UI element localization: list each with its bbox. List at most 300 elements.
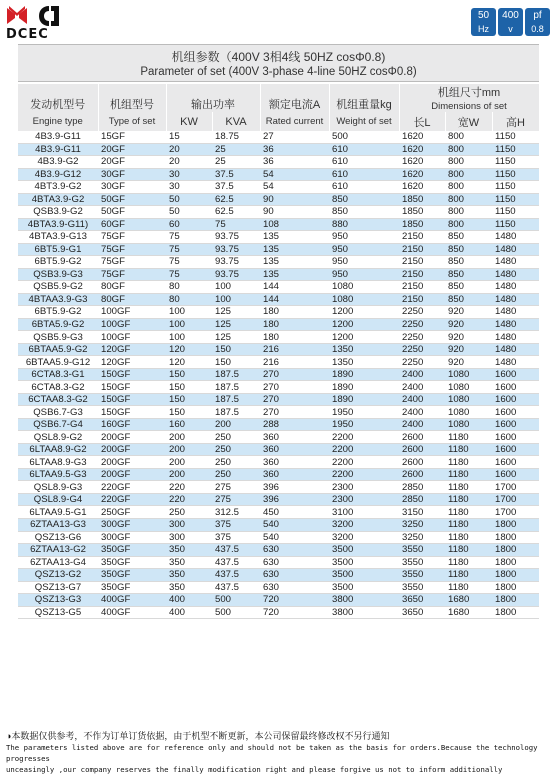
table-cell: 100GF — [98, 306, 166, 319]
table-cell: 800 — [445, 193, 492, 206]
table-cell: 1180 — [445, 468, 492, 481]
table-cell: 1890 — [329, 381, 399, 394]
table-cell: 4BT3.9-G2 — [18, 181, 98, 194]
table-row — [18, 381, 539, 394]
table-cell: 100 — [166, 331, 212, 344]
table-cell: 950 — [329, 268, 399, 281]
table-cell: 288 — [260, 418, 329, 431]
table-cell: 1150 — [492, 168, 539, 181]
table-cell: 950 — [329, 231, 399, 244]
title-cn: 机组参数（400V 3相4线 50HZ cosΦ0.8) — [171, 50, 386, 64]
table-cell: 187.5 — [212, 381, 260, 394]
table-cell: 1800 — [492, 606, 539, 619]
table-cell: 200 — [166, 443, 212, 456]
table-cell: 540 — [260, 531, 329, 544]
table-cell: 610 — [329, 156, 399, 169]
table-cell: 1680 — [445, 606, 492, 619]
table-row — [18, 569, 539, 582]
header-current-en: Rated current — [260, 112, 329, 131]
table-cell: 1180 — [445, 544, 492, 557]
table-cell: 1180 — [445, 569, 492, 582]
table-cell: 850 — [445, 293, 492, 306]
table-cell: 15GF — [98, 131, 166, 143]
table-row — [18, 231, 539, 244]
table-cell: 300GF — [98, 531, 166, 544]
table-cell: 275 — [212, 493, 260, 506]
table-cell: 1600 — [492, 418, 539, 431]
table-cell: 108 — [260, 218, 329, 231]
table-cell: 1600 — [492, 456, 539, 469]
table-cell: 37.5 — [212, 181, 260, 194]
table-cell: 540 — [260, 518, 329, 531]
table-cell: 1850 — [399, 206, 445, 219]
table-cell: 3500 — [329, 569, 399, 582]
header-kw: KW — [166, 112, 212, 131]
header-power: 输出功率 — [166, 84, 260, 112]
brand-name: DCEC — [6, 27, 49, 42]
table-cell: 500 — [212, 594, 260, 607]
table-cell: 80 — [166, 293, 212, 306]
table-cell: 6LTAA8.9-G2 — [18, 443, 98, 456]
table-cell: 360 — [260, 443, 329, 456]
table-cell: 25 — [212, 143, 260, 156]
table-cell: 80 — [166, 281, 212, 294]
table-cell: 6ZTAA13-G2 — [18, 544, 98, 557]
table-cell: 2400 — [399, 393, 445, 406]
table-cell: 1600 — [492, 368, 539, 381]
table-cell: 100 — [212, 293, 260, 306]
table-row — [18, 468, 539, 481]
table-cell: 160GF — [98, 418, 166, 431]
table-cell: 3650 — [399, 606, 445, 619]
table-row — [18, 143, 539, 156]
table-cell: 200 — [166, 468, 212, 481]
table-cell: 75GF — [98, 231, 166, 244]
table-cell: 1620 — [399, 181, 445, 194]
table-cell: 270 — [260, 406, 329, 419]
table-cell: 150GF — [98, 406, 166, 419]
table-row — [18, 268, 539, 281]
table-cell: 100GF — [98, 318, 166, 331]
table-cell: 500 — [329, 131, 399, 143]
table-cell: 6BT5.9-G1 — [18, 243, 98, 256]
table-cell: 400 — [166, 606, 212, 619]
table-cell: 350GF — [98, 544, 166, 557]
table-cell: 75GF — [98, 256, 166, 269]
table-row — [18, 256, 539, 269]
table-cell: 220 — [166, 493, 212, 506]
table-cell: 125 — [212, 331, 260, 344]
footer-notes — [6, 729, 554, 775]
table-cell: 437.5 — [212, 569, 260, 582]
table-cell: 1620 — [399, 143, 445, 156]
table-cell: 135 — [260, 268, 329, 281]
table-cell: 75GF — [98, 243, 166, 256]
table-cell: 100 — [166, 318, 212, 331]
table-cell: 437.5 — [212, 581, 260, 594]
table-cell: 2200 — [329, 443, 399, 456]
table-cell: 1480 — [492, 293, 539, 306]
table-row — [18, 206, 539, 219]
table-cell: 200GF — [98, 431, 166, 444]
table-cell: 4B3.9-G11 — [18, 143, 98, 156]
table-cell: 1200 — [329, 306, 399, 319]
table-cell: 630 — [260, 544, 329, 557]
table-cell: 2150 — [399, 231, 445, 244]
table-cell: 3550 — [399, 569, 445, 582]
table-cell: 920 — [445, 331, 492, 344]
table-cell: 2600 — [399, 443, 445, 456]
table-cell: 2150 — [399, 281, 445, 294]
table-row — [18, 544, 539, 557]
table-cell: 350GF — [98, 569, 166, 582]
table-cell: 920 — [445, 356, 492, 369]
table-cell: 396 — [260, 493, 329, 506]
table-cell: 630 — [260, 581, 329, 594]
table-cell: 270 — [260, 381, 329, 394]
table-cell: 300 — [166, 518, 212, 531]
header-kva: KVA — [212, 112, 260, 131]
table-row — [18, 243, 539, 256]
table-cell: 1180 — [445, 531, 492, 544]
table-cell: 25 — [212, 156, 260, 169]
table-cell: 2200 — [329, 468, 399, 481]
table-cell: 2600 — [399, 456, 445, 469]
table-row — [18, 531, 539, 544]
table-cell: 350GF — [98, 556, 166, 569]
table-cell: 100 — [212, 281, 260, 294]
table-cell: 50 — [166, 193, 212, 206]
table-body — [18, 131, 539, 619]
table-cell: 20GF — [98, 143, 166, 156]
table-cell: 15 — [166, 131, 212, 143]
table-cell: 80GF — [98, 293, 166, 306]
table-cell: 150 — [166, 406, 212, 419]
table-cell: 2250 — [399, 331, 445, 344]
table-cell: 2600 — [399, 431, 445, 444]
table-row — [18, 431, 539, 444]
table-cell: 200GF — [98, 468, 166, 481]
table-cell: 800 — [445, 206, 492, 219]
frequency-badge: 50 Hz — [471, 8, 496, 36]
table-cell: 30GF — [98, 181, 166, 194]
table-cell: 125 — [212, 318, 260, 331]
table-cell: 1800 — [492, 531, 539, 544]
table-cell: 220GF — [98, 493, 166, 506]
table-cell: 1890 — [329, 368, 399, 381]
table-cell: 6LTAA8.9-G3 — [18, 456, 98, 469]
table-cell: 37.5 — [212, 168, 260, 181]
table-cell: 150GF — [98, 368, 166, 381]
table-cell: 4B3.9-G11 — [18, 131, 98, 143]
table-row — [18, 343, 539, 356]
table-cell: 93.75 — [212, 268, 260, 281]
table-cell: 135 — [260, 243, 329, 256]
table-cell: 2400 — [399, 406, 445, 419]
table-row — [18, 306, 539, 319]
table-cell: 1680 — [445, 594, 492, 607]
table-cell: 4B3.9-G2 — [18, 156, 98, 169]
table-row — [18, 168, 539, 181]
table-cell: 800 — [445, 168, 492, 181]
table-cell: 2250 — [399, 318, 445, 331]
table-cell: 6BTAA5.9-G2 — [18, 343, 98, 356]
table-cell: 920 — [445, 343, 492, 356]
table-cell: 1620 — [399, 131, 445, 143]
table-cell: 2850 — [399, 481, 445, 494]
table-cell: 75 — [166, 231, 212, 244]
table-cell: 1800 — [492, 518, 539, 531]
table-cell: 180 — [260, 318, 329, 331]
table-cell: 250 — [212, 468, 260, 481]
table-cell: 120GF — [98, 343, 166, 356]
header-set-en: Type of set — [98, 112, 166, 131]
table-cell: 220 — [166, 481, 212, 494]
table-cell: 1480 — [492, 256, 539, 269]
table-cell: 360 — [260, 456, 329, 469]
table-cell: 30GF — [98, 168, 166, 181]
table-cell: 3500 — [329, 581, 399, 594]
table-cell: 1480 — [492, 331, 539, 344]
table-cell: 950 — [329, 243, 399, 256]
table-cell: 4BTA3.9-G13 — [18, 231, 98, 244]
table-cell: 1620 — [399, 168, 445, 181]
table-cell: 1850 — [399, 218, 445, 231]
table-cell: 4B3.9-G12 — [18, 168, 98, 181]
table-cell: 275 — [212, 481, 260, 494]
table-cell: 1480 — [492, 356, 539, 369]
table-cell: 200 — [212, 418, 260, 431]
table-cell: 27 — [260, 131, 329, 143]
table-cell: QSZ13-G6 — [18, 531, 98, 544]
table-cell: 120 — [166, 356, 212, 369]
table-cell: 60 — [166, 218, 212, 231]
table-cell: 3500 — [329, 544, 399, 557]
table-cell: 180 — [260, 331, 329, 344]
table-cell: 6BT5.9-G2 — [18, 256, 98, 269]
table-cell: 500 — [212, 606, 260, 619]
table-row — [18, 181, 539, 194]
table-cell: 1150 — [492, 193, 539, 206]
table-cell: QSB5.9-G2 — [18, 281, 98, 294]
table-cell: 1480 — [492, 343, 539, 356]
table-cell: 1480 — [492, 306, 539, 319]
table-cell: 1080 — [329, 293, 399, 306]
table-cell: 630 — [260, 569, 329, 582]
table-cell: 135 — [260, 256, 329, 269]
table-cell: 1890 — [329, 393, 399, 406]
table-cell: 720 — [260, 606, 329, 619]
table-cell: 2150 — [399, 256, 445, 269]
table-cell: 120GF — [98, 356, 166, 369]
table-cell: 3800 — [329, 606, 399, 619]
table-cell: 1700 — [492, 493, 539, 506]
table-cell: 1150 — [492, 218, 539, 231]
table-row — [18, 368, 539, 381]
table-cell: 1180 — [445, 581, 492, 594]
table-cell: 3550 — [399, 556, 445, 569]
table-cell: 90 — [260, 206, 329, 219]
table-cell: QSL8.9-G4 — [18, 493, 98, 506]
table-cell: 1480 — [492, 318, 539, 331]
table-cell: 1080 — [445, 418, 492, 431]
table-cell: 6ZTAA13-G4 — [18, 556, 98, 569]
table-cell: 1480 — [492, 268, 539, 281]
table-cell: 400GF — [98, 606, 166, 619]
table-cell: 4BTAA3.9-G3 — [18, 293, 98, 306]
table-row — [18, 281, 539, 294]
table-cell: 36 — [260, 156, 329, 169]
table-cell: 30 — [166, 181, 212, 194]
table-row — [18, 581, 539, 594]
table-row — [18, 156, 539, 169]
parameter-table — [18, 84, 540, 619]
table-cell: 1850 — [399, 193, 445, 206]
table-cell: 125 — [212, 306, 260, 319]
table-cell: 400GF — [98, 594, 166, 607]
table-cell: 6BTA5.9-G2 — [18, 318, 98, 331]
table-cell: 3650 — [399, 594, 445, 607]
table-cell: 250GF — [98, 506, 166, 519]
table-cell: 437.5 — [212, 544, 260, 557]
table-cell: 720 — [260, 594, 329, 607]
header-weight: 机组重量kg — [329, 84, 399, 112]
table-cell: 250 — [166, 506, 212, 519]
table-cell: 2600 — [399, 468, 445, 481]
table-cell: 220GF — [98, 481, 166, 494]
table-row — [18, 443, 539, 456]
table-cell: 1180 — [445, 443, 492, 456]
table-cell: 1180 — [445, 493, 492, 506]
table-cell: 50GF — [98, 193, 166, 206]
table-cell: 360 — [260, 468, 329, 481]
table-cell: 6CTA8.3-G2 — [18, 381, 98, 394]
table-cell: 1350 — [329, 343, 399, 356]
table-row — [18, 493, 539, 506]
table-cell: 50GF — [98, 206, 166, 219]
table-cell: 2850 — [399, 493, 445, 506]
table-cell: 150GF — [98, 393, 166, 406]
table-cell: 3250 — [399, 531, 445, 544]
table-cell: QSL8.9-G2 — [18, 431, 98, 444]
table-cell: 800 — [445, 218, 492, 231]
table-cell: 180 — [260, 306, 329, 319]
table-cell: 3200 — [329, 531, 399, 544]
table-cell: 54 — [260, 181, 329, 194]
header-dimensions: 机组尺寸mm Dimensions of set — [399, 84, 539, 112]
table-cell: 1080 — [445, 393, 492, 406]
table-cell: QSB3.9-G2 — [18, 206, 98, 219]
table-row — [18, 193, 539, 206]
table-cell: QSB6.7-G3 — [18, 406, 98, 419]
table-cell: 150 — [212, 356, 260, 369]
table-cell: 6BTAA5.9-G12 — [18, 356, 98, 369]
table-cell: QSZ13-G3 — [18, 594, 98, 607]
table-cell: 75 — [212, 218, 260, 231]
table-row — [18, 418, 539, 431]
table-cell: 1950 — [329, 406, 399, 419]
table-cell: 18.75 — [212, 131, 260, 143]
table-cell: QSZ13-G5 — [18, 606, 98, 619]
table-cell: 1350 — [329, 356, 399, 369]
table-cell: QSZ13-G7 — [18, 581, 98, 594]
table-row — [18, 481, 539, 494]
table-cell: 880 — [329, 218, 399, 231]
table-cell: 1600 — [492, 431, 539, 444]
table-row — [18, 218, 539, 231]
table-cell: 3100 — [329, 506, 399, 519]
table-cell: 30 — [166, 168, 212, 181]
table-row — [18, 518, 539, 531]
table-cell: 2400 — [399, 418, 445, 431]
table-cell: 1150 — [492, 156, 539, 169]
table-cell: 2400 — [399, 368, 445, 381]
title-en: Parameter of set (400V 3-phase 4-line 50HZ cosΦ0.8) — [140, 66, 417, 78]
table-cell: 1180 — [445, 456, 492, 469]
table-cell: 75 — [166, 268, 212, 281]
table-cell: 90 — [260, 193, 329, 206]
header-length: 长L — [399, 112, 445, 131]
table-cell: 3200 — [329, 518, 399, 531]
table-cell: 1950 — [329, 418, 399, 431]
table-row — [18, 356, 539, 369]
table-cell: 2250 — [399, 356, 445, 369]
table-cell: 100 — [166, 306, 212, 319]
table-cell: 850 — [329, 193, 399, 206]
table-cell: 350 — [166, 544, 212, 557]
table-cell: 200 — [166, 456, 212, 469]
table-cell: 610 — [329, 143, 399, 156]
table-row — [18, 406, 539, 419]
footer-en-line1: The parameters listed above are for reference only and should not be taken as the basis for orders.Because the technology progresses — [6, 743, 538, 763]
table-cell: 1620 — [399, 156, 445, 169]
table-cell: 250 — [212, 431, 260, 444]
table-cell: 375 — [212, 518, 260, 531]
table-cell: 160 — [166, 418, 212, 431]
table-cell: 1180 — [445, 481, 492, 494]
table-cell: 200GF — [98, 443, 166, 456]
table-cell: 1150 — [492, 181, 539, 194]
table-cell: 2150 — [399, 268, 445, 281]
table-cell: 150 — [166, 368, 212, 381]
header-engine: 发动机型号 — [18, 84, 98, 112]
table-cell: 216 — [260, 343, 329, 356]
table-cell: 6CTAA8.3-G2 — [18, 393, 98, 406]
table-cell: 312.5 — [212, 506, 260, 519]
table-cell: 20 — [166, 156, 212, 169]
table-cell: 850 — [445, 256, 492, 269]
table-cell: 150 — [166, 393, 212, 406]
table-cell: 1700 — [492, 481, 539, 494]
table-cell: 2250 — [399, 343, 445, 356]
table-cell: 75 — [166, 243, 212, 256]
table-cell: 150 — [166, 381, 212, 394]
header-current: 额定电流A — [260, 84, 329, 112]
table-cell: 75GF — [98, 268, 166, 281]
voltage-badge: 400 v — [498, 8, 523, 36]
table-cell: 6ZTAA13-G3 — [18, 518, 98, 531]
table-cell: 200 — [166, 431, 212, 444]
table-cell: 2150 — [399, 243, 445, 256]
spec-badges — [471, 8, 550, 36]
table-cell: 437.5 — [212, 556, 260, 569]
table-cell: 1080 — [329, 281, 399, 294]
table-cell: 350 — [166, 569, 212, 582]
table-cell: 150 — [212, 343, 260, 356]
table-cell: 200GF — [98, 456, 166, 469]
table-cell: QSZ13-G2 — [18, 569, 98, 582]
table-cell: 920 — [445, 318, 492, 331]
